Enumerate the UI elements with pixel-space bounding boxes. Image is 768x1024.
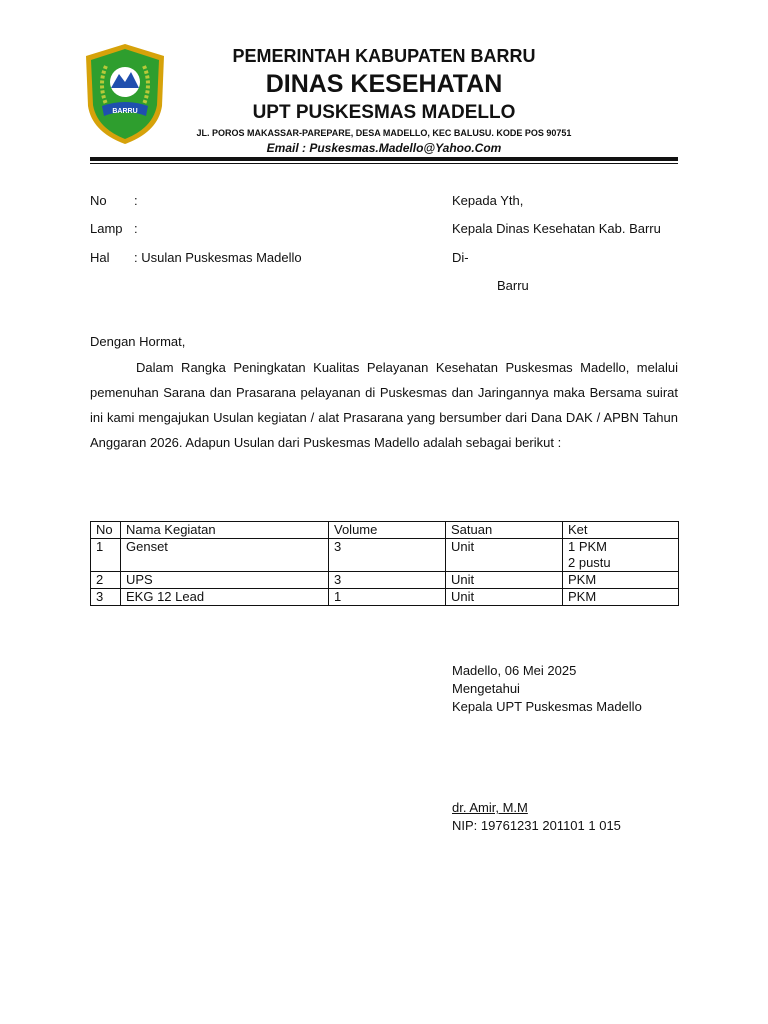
no-label: No — [90, 193, 107, 208]
letterhead-email: Email : Puskesmas.Madello@Yahoo.Com — [266, 141, 502, 155]
cell-no: 1 — [91, 539, 121, 572]
acknowledge-label: Mengetahui — [452, 681, 520, 696]
no-colon: : — [134, 193, 138, 208]
cell-volume: 3 — [329, 572, 446, 589]
table-row — [91, 589, 679, 606]
cell-nama: Genset — [121, 539, 329, 572]
letterhead-address: JL. POROS MAKASSAR-PAREPARE, DESA MADELLO, KEC BALUSU. KODE POS 90751 — [196, 128, 572, 138]
signer-position: Kepala UPT Puskesmas Madello — [452, 699, 642, 714]
table-header-row — [91, 522, 679, 539]
cell-no: 3 — [91, 589, 121, 606]
table-row — [91, 572, 679, 589]
cell-ket: PKM — [563, 572, 679, 589]
table-row — [91, 539, 679, 572]
cell-volume: 3 — [329, 539, 446, 572]
col-header-volume: Volume — [329, 522, 446, 539]
letterhead-agency: DINAS KESEHATAN — [265, 70, 503, 98]
letterhead-unit: UPT PUSKESMAS MADELLO — [252, 102, 516, 123]
letterhead-divider-thick — [90, 157, 678, 161]
col-header-no: No — [91, 522, 121, 539]
lamp-label: Lamp — [90, 221, 123, 236]
cell-satuan: Unit — [446, 572, 563, 589]
body-paragraph — [90, 355, 678, 455]
cell-ket: PKM — [563, 589, 679, 606]
recipient-line-4: Barru — [497, 278, 529, 293]
letterhead-government: PEMERINTAH KABUPATEN BARRU — [232, 46, 536, 66]
signature-space — [452, 716, 642, 799]
col-header-nama-kegiatan: Nama Kegiatan — [121, 522, 329, 539]
recipient-line-2: Kepala Dinas Kesehatan Kab. Barru — [452, 221, 661, 236]
cell-nama: UPS — [121, 572, 329, 589]
body-paragraph-text: Dalam Rangka Peningkatan Kualitas Pelayanan Kesehatan Puskesmas Madello, melalui pemenuhan Sarana dan Prasarana pelayanan di Puskesmas dan Jaringannya maka Bersama suirat ini kami mengajukan Usulan kegiatan / alat Prasarana yang bersumber dari Dana DAK / APBN Tahun Anggaran 2026. Adapun Usulan dari Puskesmas Madello adalah sebagai berikut : — [90, 360, 678, 450]
letterhead-divider-thin — [90, 163, 678, 164]
recipient-line-1: Kepada Yth, — [452, 193, 524, 208]
cell-nama: EKG 12 Lead — [121, 589, 329, 606]
hal-label: Hal — [90, 250, 110, 265]
signer-nip: NIP: 19761231 201101 1 015 — [452, 818, 621, 833]
col-header-satuan: Satuan — [446, 522, 563, 539]
recipient-line-3: Di- — [452, 250, 469, 265]
cell-ket-line-2: 2 pustu — [568, 555, 611, 570]
cell-satuan: Unit — [446, 539, 563, 572]
cell-volume: 1 — [329, 589, 446, 606]
signer-name: dr. Amir, M.M — [452, 800, 528, 815]
col-header-ket: Ket — [563, 522, 679, 539]
cell-no: 2 — [91, 572, 121, 589]
cell-ket — [563, 539, 679, 572]
logo-text: BARRU — [112, 108, 138, 115]
cell-ket-line-1: 1 PKM — [568, 539, 608, 554]
hal-value: : Usulan Puskesmas Madello — [134, 250, 302, 265]
signature-block — [452, 662, 642, 835]
cell-satuan: Unit — [446, 589, 563, 606]
place-date: Madello, 06 Mei 2025 — [452, 663, 577, 678]
proposal-table — [90, 521, 679, 606]
lamp-colon: : — [134, 221, 138, 236]
greeting: Dengan Hormat, — [90, 334, 186, 349]
